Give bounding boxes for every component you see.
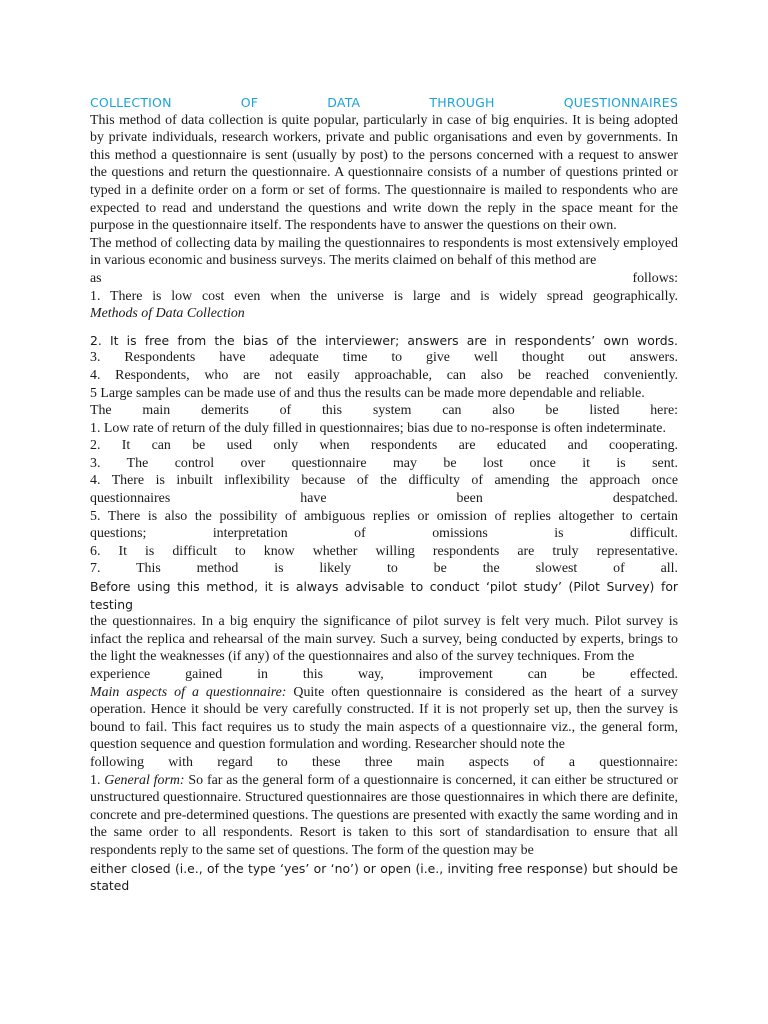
demerit-item-2: 2. It can be used only when respondents are educated and cooperating. (90, 438, 678, 454)
demerit-item-5: 5. There is also the possibility of ambiguous replies or omission of replies altogether to certain (90, 508, 678, 524)
pilot-survey-end: experience gained in this way, improvement can be effected. (90, 667, 678, 682)
main-aspects-paragraph (90, 684, 678, 754)
merits-intro-paragraph: The method of collecting data by mailing the questionnaires to respondents is most extensively employed in various economic and business surveys. The merits claimed on behalf of this method are (90, 235, 678, 269)
demerit-item-4: 4. There is inbuilt inflexibility because of the difficulty of amending the approach once (90, 473, 678, 489)
pilot-survey-paragraph: the questionnaires. In a big enquiry the significance of pilot survey is felt very much. Pilot survey is infact the replica and rehearsal of the main survey. Such a survey, being conducted by experts, brings to the light the weaknesses (if any) of the questionnaires and also of the survey techniques. From the (90, 614, 678, 665)
general-form-continued: either closed (i.e., of the type ‘yes’ or ‘no’) or open (i.e., inviting free response) but should be stated (90, 860, 678, 894)
demerit-item-6: 6. It is difficult to know whether willing respondents are truly representative. (90, 543, 678, 559)
general-form-text: So far as the general form of a questionnaire is concerned, it can either be structured or unstructured questionnaire. Structured questionnaires are those questionnaires in which there are definite, concrete and pre-determined questions. The questions are presented with exactly the same wording and in the same order to all respondents. Resort is taken to this sort of standardisation to ensure that all respondents reply to the same set of questions. The form of the question may be (90, 772, 679, 858)
main-aspects-end: following with regard to these three main aspects of a questionnaire: (90, 754, 678, 770)
intro-paragraph: This method of data collection is quite popular, particularly in case of big enquiries. It is being adopted by private individuals, research workers, private and public organisations and even by governments. In this method a questionnaire is sent (usually by post) to the persons concerned with a request to answer the questions and return the questionnaire. A questionnaire consists of a number of questions printed or typed in a definite order on a form or set of forms. The questionnaire is mailed to respondents who are expected to read and understand the questions and write down the reply in the space meant for the purpose in the questionnaire itself. The respondents have to answer the questions on their own. (90, 112, 678, 234)
merit-item-3: 3. Respondents have adequate time to give well thought out answers. (90, 350, 678, 366)
merits-intro-end: as follows: (90, 270, 678, 286)
merit-item-1: 1. There is low cost even when the universe is large and is widely spread geographically. (90, 288, 678, 304)
demerit-item-1: 1. Low rate of return of the duly filled in questionnaires; bias due to no-response is often indeterminate. (90, 420, 666, 436)
merit-item-2: 2. It is free from the bias of the interviewer; answers are in respondents’ own words. (90, 332, 678, 348)
main-aspects-label: Main aspects of a questionnaire: (90, 684, 287, 700)
merit-item-4: 4. Respondents, who are not easily approachable, can also be reached conveniently. (90, 367, 678, 383)
general-form-paragraph (90, 772, 678, 860)
document-title: COLLECTION OF DATA THROUGH QUESTIONNAIRES (90, 95, 678, 110)
demerit-item-4-end: questionnaires have been despatched. (90, 491, 678, 507)
general-form-number: 1. (90, 772, 105, 788)
demerit-item-3: 3. The control over questionnaire may be lost once it is sent. (90, 455, 678, 471)
document-page (90, 94, 678, 895)
demerit-item-5-end: questions; interpretation of omissions is difficult. (90, 526, 678, 542)
pilot-survey-lead: Before using this method, it is always advisable to conduct ‘pilot study’ (Pilot Survey) for testing (90, 579, 678, 612)
main-aspects-text: Quite often questionnaire is considered as the heart of a survey operation. Hence it should be very carefully constructed. If it is not properly set up, then the survey is bound to fail. This fact requires us to study the main aspects of a questionnaire viz., the general form, question sequence and question formulation and wording. Researcher should note the (90, 684, 679, 753)
merit-item-5: 5 Large samples can be made use of and thus the results can be made more dependable and reliable. (90, 385, 645, 401)
document-body (90, 112, 678, 895)
demerits-intro: The main demerits of this system can also be listed here: (90, 403, 678, 419)
demerit-item-7: 7. This method is likely to be the slowest of all. (90, 561, 678, 577)
section-subheading: Methods of Data Collection (90, 306, 245, 322)
general-form-label: General form: (104, 772, 185, 788)
